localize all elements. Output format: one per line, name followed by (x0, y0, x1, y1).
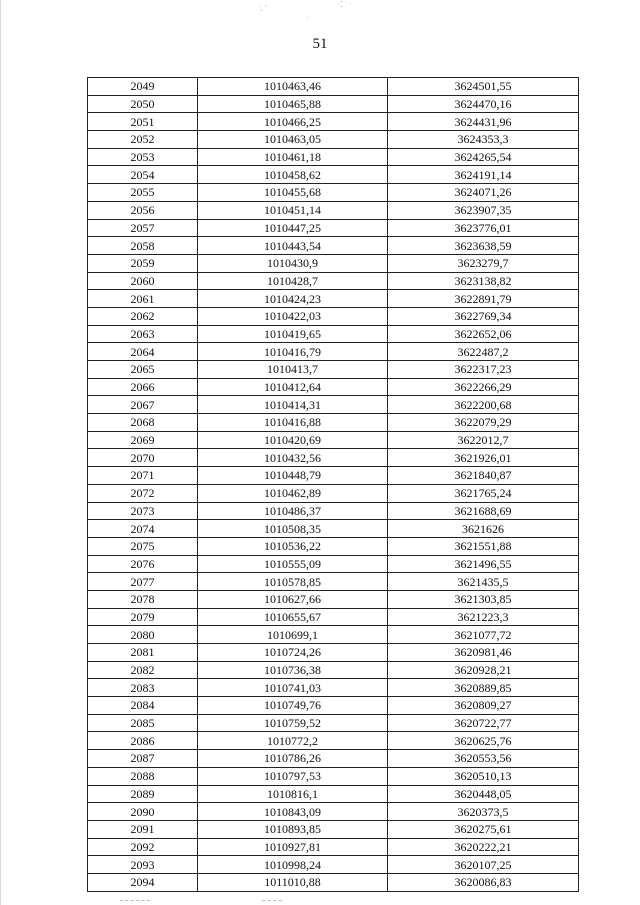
y-coordinate-cell: 3624470,16 (388, 95, 579, 113)
table-row (88, 590, 579, 608)
x-coordinate-cell: 1010772,2 (198, 732, 388, 750)
table-row (88, 679, 579, 697)
y-coordinate-cell: 3624353,3 (388, 131, 579, 149)
table-row (88, 307, 579, 325)
table-row (88, 449, 579, 467)
point-number-cell: 2053 (88, 148, 198, 166)
y-coordinate-cell: 3620275,61 (388, 820, 579, 838)
table-row (88, 467, 579, 485)
point-number-cell: 2073 (88, 502, 198, 520)
x-coordinate-cell: 1010627,66 (198, 590, 388, 608)
table-row (88, 272, 579, 290)
point-number-cell: 2090 (88, 803, 198, 821)
table-row (88, 78, 579, 96)
x-coordinate-cell: 1010448,79 (198, 467, 388, 485)
table-row (88, 838, 579, 856)
point-number-cell: 2081 (88, 644, 198, 662)
y-coordinate-cell: 3620928,21 (388, 661, 579, 679)
point-number-cell: 2087 (88, 750, 198, 768)
y-coordinate-cell: 3621077,72 (388, 626, 579, 644)
point-number-cell: 2083 (88, 679, 198, 697)
table-row (88, 820, 579, 838)
y-coordinate-cell: 3623279,7 (388, 254, 579, 272)
coordinates-table-body (88, 78, 579, 892)
y-coordinate-cell: 3622487,2 (388, 343, 579, 361)
table-row (88, 343, 579, 361)
y-coordinate-cell: 3622079,29 (388, 414, 579, 432)
y-coordinate-cell: 3621688,69 (388, 502, 579, 520)
table-row (88, 573, 579, 591)
point-number-cell: 2091 (88, 820, 198, 838)
table-row (88, 803, 579, 821)
coordinates-table (87, 77, 579, 892)
x-coordinate-cell: 1010927,81 (198, 838, 388, 856)
table-row (88, 290, 579, 308)
y-coordinate-cell: 3620510,13 (388, 767, 579, 785)
x-coordinate-cell: 1010536,22 (198, 537, 388, 555)
point-number-cell: 2086 (88, 732, 198, 750)
y-coordinate-cell: 3622200,68 (388, 396, 579, 414)
table-row (88, 95, 579, 113)
point-number-cell: 2079 (88, 608, 198, 626)
point-number-cell: 2076 (88, 555, 198, 573)
point-number-cell: 2082 (88, 661, 198, 679)
y-coordinate-cell: 3621765,24 (388, 484, 579, 502)
y-coordinate-cell: 3620222,21 (388, 838, 579, 856)
point-number-cell: 2075 (88, 537, 198, 555)
table-row (88, 166, 579, 184)
x-coordinate-cell: 1010432,56 (198, 449, 388, 467)
scan-left-edge (0, 0, 1, 905)
table-row (88, 520, 579, 538)
table-row (88, 732, 579, 750)
table-row (88, 484, 579, 502)
x-coordinate-cell: 1010466,25 (198, 113, 388, 131)
table-row (88, 131, 579, 149)
point-number-cell: 2070 (88, 449, 198, 467)
x-coordinate-cell: 1010414,31 (198, 396, 388, 414)
table-row (88, 555, 579, 573)
x-coordinate-cell: 1010724,26 (198, 644, 388, 662)
y-coordinate-cell: 3620553,56 (388, 750, 579, 768)
point-number-cell: 2078 (88, 590, 198, 608)
x-coordinate-cell: 1010461,18 (198, 148, 388, 166)
y-coordinate-cell: 3622012,7 (388, 431, 579, 449)
table-row (88, 254, 579, 272)
x-coordinate-cell: 1010419,65 (198, 325, 388, 343)
x-coordinate-cell: 1010416,79 (198, 343, 388, 361)
x-coordinate-cell: 1010655,67 (198, 608, 388, 626)
y-coordinate-cell: 3623638,59 (388, 237, 579, 255)
y-coordinate-cell: 3623138,82 (388, 272, 579, 290)
table-row (88, 502, 579, 520)
point-number-cell: 2085 (88, 714, 198, 732)
point-number-cell: 2050 (88, 95, 198, 113)
x-coordinate-cell: 1010458,62 (198, 166, 388, 184)
point-number-cell: 2054 (88, 166, 198, 184)
y-coordinate-cell: 3621551,88 (388, 537, 579, 555)
x-coordinate-cell: 1010430,9 (198, 254, 388, 272)
point-number-cell: 2066 (88, 378, 198, 396)
x-coordinate-cell: 1010843,09 (198, 803, 388, 821)
y-coordinate-cell: 3624191,14 (388, 166, 579, 184)
y-coordinate-cell: 3620373,5 (388, 803, 579, 821)
table-row (88, 856, 579, 874)
x-coordinate-cell: 1010463,46 (198, 78, 388, 96)
x-coordinate-cell: 1010443,54 (198, 237, 388, 255)
x-coordinate-cell: 1010412,64 (198, 378, 388, 396)
point-number-cell: 2067 (88, 396, 198, 414)
x-coordinate-cell: 1010893,85 (198, 820, 388, 838)
y-coordinate-cell: 3620086,83 (388, 873, 579, 891)
x-coordinate-cell: 1010428,7 (198, 272, 388, 290)
table-row (88, 714, 579, 732)
x-coordinate-cell: 1010462,89 (198, 484, 388, 502)
y-coordinate-cell: 3621435,5 (388, 573, 579, 591)
x-coordinate-cell: 1010816,1 (198, 785, 388, 803)
point-number-cell: 2080 (88, 626, 198, 644)
scan-artifact: ˙. ˊ (258, 4, 268, 13)
y-coordinate-cell: 3620981,46 (388, 644, 579, 662)
x-coordinate-cell: 1010797,53 (198, 767, 388, 785)
y-coordinate-cell: 3621926,01 (388, 449, 579, 467)
y-coordinate-cell: 3620625,76 (388, 732, 579, 750)
table-row (88, 767, 579, 785)
table-row (88, 148, 579, 166)
table-row (88, 361, 579, 379)
y-coordinate-cell: 3622317,23 (388, 361, 579, 379)
y-coordinate-cell: 3622652,06 (388, 325, 579, 343)
x-coordinate-cell: 1010447,25 (198, 219, 388, 237)
scan-artifact (262, 900, 282, 901)
scan-artifact (120, 900, 150, 901)
point-number-cell: 2092 (88, 838, 198, 856)
x-coordinate-cell: 1010451,14 (198, 201, 388, 219)
table-row (88, 697, 579, 715)
point-number-cell: 2089 (88, 785, 198, 803)
x-coordinate-cell: 1010463,05 (198, 131, 388, 149)
scan-artifact: ⁚ ˙ ˑ (340, 0, 352, 9)
x-coordinate-cell: 1010741,03 (198, 679, 388, 697)
y-coordinate-cell: 3624265,54 (388, 148, 579, 166)
point-number-cell: 2056 (88, 201, 198, 219)
table-row (88, 873, 579, 891)
point-number-cell: 2060 (88, 272, 198, 290)
x-coordinate-cell: 1010420,69 (198, 431, 388, 449)
point-number-cell: 2068 (88, 414, 198, 432)
table-row (88, 661, 579, 679)
y-coordinate-cell: 3623907,35 (388, 201, 579, 219)
y-coordinate-cell: 3620889,85 (388, 679, 579, 697)
point-number-cell: 2072 (88, 484, 198, 502)
scan-artifact: ˑ (306, 14, 309, 23)
page-number: 51 (312, 36, 328, 52)
y-coordinate-cell: 3622266,29 (388, 378, 579, 396)
point-number-cell: 2071 (88, 467, 198, 485)
y-coordinate-cell: 3622769,34 (388, 307, 579, 325)
y-coordinate-cell: 3620107,25 (388, 856, 579, 874)
table-row (88, 113, 579, 131)
table-row (88, 431, 579, 449)
table-row (88, 378, 579, 396)
table-row (88, 184, 579, 202)
point-number-cell: 2093 (88, 856, 198, 874)
x-coordinate-cell: 1010998,24 (198, 856, 388, 874)
table-row (88, 325, 579, 343)
point-number-cell: 2088 (88, 767, 198, 785)
y-coordinate-cell: 3621496,55 (388, 555, 579, 573)
y-coordinate-cell: 3624431,96 (388, 113, 579, 131)
x-coordinate-cell: 1010578,85 (198, 573, 388, 591)
table-row (88, 219, 579, 237)
point-number-cell: 2062 (88, 307, 198, 325)
point-number-cell: 2061 (88, 290, 198, 308)
y-coordinate-cell: 3621303,85 (388, 590, 579, 608)
x-coordinate-cell: 1010455,68 (198, 184, 388, 202)
y-coordinate-cell: 3621626 (388, 520, 579, 538)
table-row (88, 608, 579, 626)
x-coordinate-cell: 1010786,26 (198, 750, 388, 768)
point-number-cell: 2064 (88, 343, 198, 361)
point-number-cell: 2063 (88, 325, 198, 343)
y-coordinate-cell: 3620809,27 (388, 697, 579, 715)
y-coordinate-cell: 3624071,26 (388, 184, 579, 202)
point-number-cell: 2069 (88, 431, 198, 449)
x-coordinate-cell: 1010422,03 (198, 307, 388, 325)
table-row (88, 237, 579, 255)
x-coordinate-cell: 1010416,88 (198, 414, 388, 432)
table-row (88, 644, 579, 662)
point-number-cell: 2065 (88, 361, 198, 379)
x-coordinate-cell: 1010699,1 (198, 626, 388, 644)
x-coordinate-cell: 1010424,23 (198, 290, 388, 308)
point-number-cell: 2057 (88, 219, 198, 237)
point-number-cell: 2049 (88, 78, 198, 96)
y-coordinate-cell: 3623776,01 (388, 219, 579, 237)
x-coordinate-cell: 1010486,37 (198, 502, 388, 520)
y-coordinate-cell: 3621840,87 (388, 467, 579, 485)
x-coordinate-cell: 1010736,38 (198, 661, 388, 679)
point-number-cell: 2077 (88, 573, 198, 591)
x-coordinate-cell: 1010555,09 (198, 555, 388, 573)
point-number-cell: 2059 (88, 254, 198, 272)
y-coordinate-cell: 3624501,55 (388, 78, 579, 96)
table-row (88, 201, 579, 219)
y-coordinate-cell: 3622891,79 (388, 290, 579, 308)
y-coordinate-cell: 3620722,77 (388, 714, 579, 732)
point-number-cell: 2051 (88, 113, 198, 131)
x-coordinate-cell: 1010508,35 (198, 520, 388, 538)
x-coordinate-cell: 1010759,52 (198, 714, 388, 732)
y-coordinate-cell: 3621223,3 (388, 608, 579, 626)
point-number-cell: 2084 (88, 697, 198, 715)
x-coordinate-cell: 1010749,76 (198, 697, 388, 715)
y-coordinate-cell: 3620448,05 (388, 785, 579, 803)
point-number-cell: 2055 (88, 184, 198, 202)
x-coordinate-cell: 1011010,88 (198, 873, 388, 891)
table-row (88, 414, 579, 432)
table-row (88, 750, 579, 768)
point-number-cell: 2094 (88, 873, 198, 891)
point-number-cell: 2074 (88, 520, 198, 538)
table-row (88, 785, 579, 803)
x-coordinate-cell: 1010413,7 (198, 361, 388, 379)
point-number-cell: 2058 (88, 237, 198, 255)
table-row (88, 396, 579, 414)
table-row (88, 537, 579, 555)
point-number-cell: 2052 (88, 131, 198, 149)
x-coordinate-cell: 1010465,88 (198, 95, 388, 113)
table-row (88, 626, 579, 644)
